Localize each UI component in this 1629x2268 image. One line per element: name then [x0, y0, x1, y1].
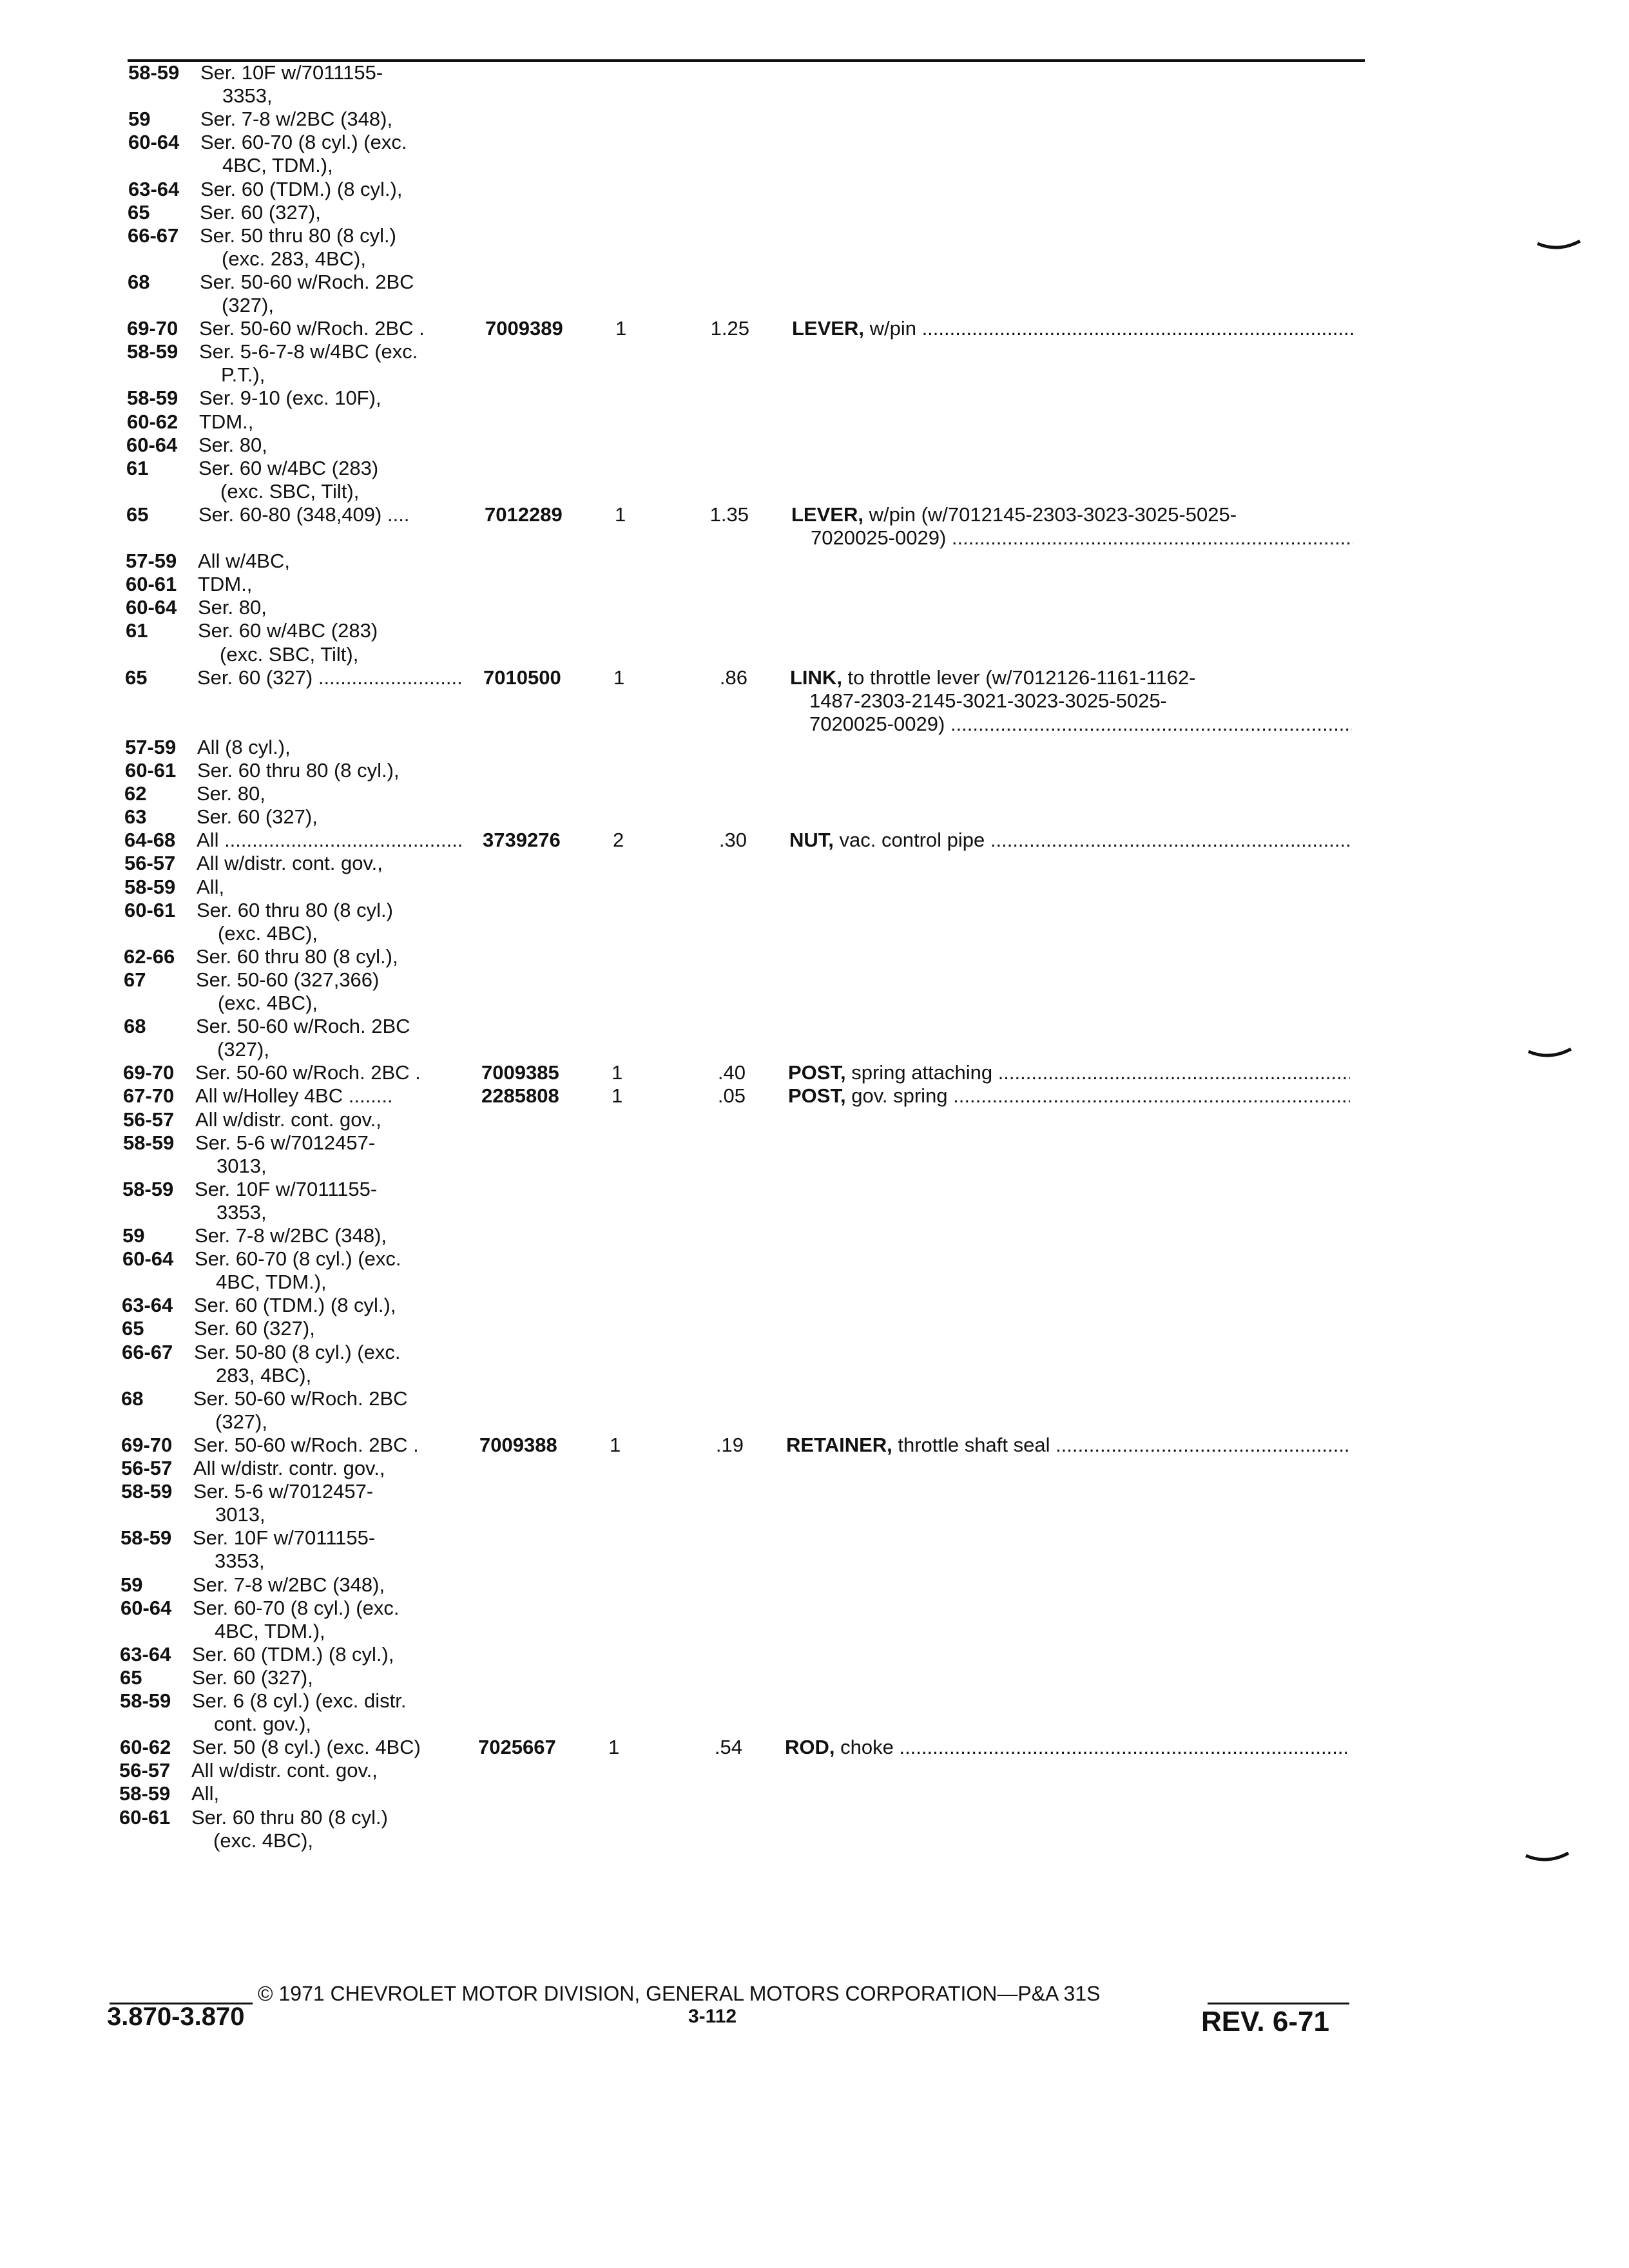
model-years: 64-68: [124, 829, 176, 851]
model-years: 58-59: [120, 1526, 172, 1549]
application-text: Ser. 60 (327) .....: [197, 667, 464, 689]
application-text: Ser. 60 thru 80 (8 cyl.),: [196, 946, 398, 968]
model-years: 60-61: [119, 1806, 171, 1829]
application-text: Ser. 50-80 (8 cyl.) (exc.: [194, 1341, 401, 1363]
application-row: [0, 923, 1629, 945]
application-row: [0, 1481, 1629, 1503]
model-years: 58-59: [120, 1689, 171, 1712]
application-row: [0, 620, 1629, 642]
application-row: [0, 1550, 1629, 1572]
application-row: [0, 434, 1629, 456]
application-row: [0, 1760, 1629, 1782]
model-years: 63-64: [128, 178, 180, 200]
application-text: Ser. 60 thru 80 (8 cyl.): [191, 1807, 388, 1829]
model-years: 58-59: [122, 1178, 174, 1200]
application-text: Ser. 50-60 w/Roch. 2BC: [196, 1015, 410, 1037]
application-row: [0, 760, 1629, 782]
application-row: [0, 1830, 1629, 1852]
application-row: [0, 1597, 1629, 1619]
application-row: [0, 1667, 1629, 1689]
model-years: 68: [121, 1387, 144, 1410]
scan-mark-bottom: [1525, 1852, 1570, 1865]
application-text: (exc. SBC, Tilt),: [220, 644, 359, 666]
application-row: [0, 969, 1629, 991]
application-row: [0, 1225, 1629, 1247]
application-text: 283, 4BC),: [216, 1365, 312, 1387]
application-row: [0, 248, 1629, 270]
part-name-detail: 7020025-0029): [811, 527, 947, 549]
model-years: 59: [122, 1224, 145, 1247]
application-row: [0, 62, 1629, 84]
part-name: [792, 318, 1354, 340]
part-number: 7009388: [479, 1434, 557, 1456]
model-years: 68: [128, 271, 150, 293]
application-row: [0, 876, 1629, 898]
application-row: [0, 1015, 1629, 1037]
application-row: [0, 225, 1629, 247]
application-row: [0, 1713, 1629, 1735]
application-row: [0, 852, 1629, 874]
model-years: 60-64: [128, 131, 180, 153]
part-name: [788, 1085, 1350, 1107]
application-row: [0, 1039, 1629, 1061]
model-years: 60-64: [126, 434, 178, 456]
part-name: [788, 1062, 1350, 1084]
part-number: 3739276: [483, 829, 561, 851]
application-row: [0, 1248, 1629, 1270]
part-number: 7012289: [485, 503, 563, 526]
application-row: [0, 108, 1629, 130]
part-number: 7025667: [478, 1736, 556, 1758]
application-row: [0, 992, 1629, 1014]
part-name-detail: gov. spring: [845, 1085, 948, 1107]
application-text: All w/distr. cont. gov.,: [197, 852, 383, 874]
price: .05: [717, 1084, 746, 1107]
parts-row: [0, 667, 1629, 689]
application-row: [0, 1202, 1629, 1224]
application-row: [0, 341, 1629, 363]
application-text: All w/distr. contr. gov.,: [193, 1457, 385, 1479]
application-row: [0, 690, 1629, 712]
application-row: [0, 713, 1629, 735]
application-text: Ser. 50-60 w/Roch. 2BC .: [195, 1062, 421, 1084]
quantity: 1: [612, 1061, 623, 1084]
part-number: 7009389: [485, 317, 563, 340]
application-row: [0, 1341, 1629, 1363]
parts-row: [0, 1434, 1629, 1456]
model-years: 65: [125, 666, 148, 689]
model-years: 56-57: [124, 852, 176, 874]
part-name-detail: w/pin (w/7012145-2303-3023-3025-5025-: [863, 504, 1237, 526]
price: 1.25: [710, 317, 749, 340]
model-years: 63-64: [120, 1643, 171, 1666]
application-text: 3353,: [217, 1202, 267, 1224]
part-name-keyword: LEVER,: [791, 504, 863, 526]
application-text: Ser. 60-80 (348,409) ....: [198, 504, 410, 526]
parts-row: [0, 829, 1629, 851]
application-text: Ser. 5-6 w/7012457-: [195, 1132, 376, 1154]
part-name-keyword: POST,: [788, 1085, 846, 1107]
application-row: [0, 1783, 1629, 1805]
price: .19: [715, 1434, 744, 1456]
model-years: 68: [124, 1015, 146, 1037]
application-text: All,: [197, 876, 225, 898]
model-years: 61: [126, 457, 149, 479]
application-text: All w/distr. cont. gov.,: [191, 1760, 378, 1782]
model-years: 60-64: [120, 1597, 172, 1619]
application-text: Ser. 50 thru 80 (8 cyl.): [200, 225, 396, 247]
application-text: Ser. 50 (8 cyl.) (exc. 4BC): [192, 1736, 421, 1758]
model-years: 58-59: [124, 876, 176, 898]
application-text: Ser. 50-60 (327,366): [196, 969, 380, 991]
model-years: 66-67: [128, 224, 179, 247]
parts-row: [0, 1062, 1629, 1084]
parts-row: [0, 1736, 1629, 1758]
footer-revision: REV. 6-71: [1201, 2006, 1329, 2037]
part-name-keyword: POST,: [788, 1062, 846, 1084]
application-text: Ser. 50-60 w/Roch. 2BC: [200, 271, 414, 293]
scan-mark-middle: [1527, 1048, 1572, 1061]
application-text: All,: [191, 1783, 220, 1805]
application-row: [0, 1504, 1629, 1526]
application-text: Ser. 60 thru 80 (8 cyl.),: [197, 760, 400, 782]
application-text: Ser. 9-10 (exc. 10F),: [199, 387, 381, 409]
price: .30: [718, 829, 747, 851]
application-text: All w/4BC,: [198, 550, 290, 572]
application-text: Ser. 60 thru 80 (8 cyl.): [197, 899, 393, 921]
footer-rule-right: [1208, 2003, 1349, 2004]
model-years: 56-57: [119, 1759, 171, 1782]
model-years: 63-64: [122, 1294, 173, 1316]
application-text: (exc. 283, 4BC),: [222, 248, 366, 270]
application-text: All w/Holley 4BC ........: [195, 1085, 393, 1107]
part-number: 2285808: [481, 1084, 559, 1107]
application-row: [0, 736, 1629, 758]
application-text: (327),: [217, 1039, 269, 1061]
part-name: [790, 667, 1196, 689]
application-text: P.T.),: [221, 364, 265, 386]
model-years: 67-70: [123, 1084, 175, 1107]
application-text: Ser. 10F w/7011155-: [193, 1527, 376, 1549]
application-row: [0, 1457, 1629, 1479]
part-name: [811, 527, 1353, 549]
part-name: [786, 1434, 1348, 1456]
application-row: [0, 644, 1629, 666]
application-text: Ser. 60 (327),: [192, 1667, 313, 1689]
model-years: 58-59: [123, 1131, 175, 1154]
part-name-detail: vac. control pipe: [833, 829, 985, 851]
application-row: [0, 1318, 1629, 1340]
model-years: 60-64: [126, 596, 177, 619]
model-years: 62-66: [124, 945, 175, 968]
application-row: [0, 1620, 1629, 1642]
part-name-detail: throttle shaft seal: [892, 1434, 1050, 1456]
application-row: [0, 1132, 1629, 1154]
application-text: Ser. 60 w/4BC (283): [198, 457, 379, 479]
part-name: [791, 504, 1237, 526]
application-text: Ser. 50-60 w/Roch. 2BC .: [199, 318, 425, 340]
application-row: [0, 1574, 1629, 1596]
part-name-keyword: LEVER,: [792, 318, 864, 340]
part-name: [789, 829, 1351, 851]
application-text: Ser. 60 (327),: [200, 202, 321, 224]
application-row: [0, 411, 1629, 433]
application-text: Ser. 10F w/7011155-: [195, 1178, 378, 1200]
application-row: [0, 202, 1629, 224]
model-years: 58-59: [127, 340, 178, 363]
model-years: 60-62: [127, 410, 178, 433]
application-text: All (8 cyl.),: [197, 736, 291, 758]
application-text: Ser. 60-70 (8 cyl.) (exc.: [200, 131, 407, 153]
application-text: 4BC, TDM.),: [216, 1271, 327, 1293]
application-text: (327),: [215, 1411, 267, 1433]
application-text: Ser. 60 (TDM.) (8 cyl.),: [194, 1294, 396, 1316]
application-row: [0, 1644, 1629, 1666]
application-text: TDM.,: [198, 573, 253, 595]
scan-mark-top: [1536, 240, 1581, 253]
model-years: 58-59: [121, 1480, 173, 1503]
application-text: Ser. 60 (327),: [194, 1318, 315, 1340]
application-row: [0, 1178, 1629, 1200]
application-row: [0, 1294, 1629, 1316]
application-row: [0, 387, 1629, 409]
application-text: Ser. 10F w/7011155-: [200, 62, 383, 84]
application-text: (exc. 4BC),: [218, 923, 318, 945]
model-years: 60-61: [126, 573, 177, 595]
model-years: 56-57: [123, 1108, 175, 1131]
application-text: All w/distr. cont. gov.,: [195, 1109, 381, 1131]
price: .54: [714, 1736, 742, 1758]
application-text: Ser. 7-8 w/2BC (348),: [193, 1574, 385, 1596]
model-years: 69-70: [121, 1434, 173, 1456]
part-name: [809, 713, 1352, 735]
part-name-keyword: NUT,: [789, 829, 834, 851]
model-years: 60-61: [125, 759, 177, 782]
application-text: (exc. 4BC),: [218, 992, 318, 1014]
part-name-detail: w/pin: [863, 318, 916, 340]
application-row: [0, 573, 1629, 595]
model-years: 63: [124, 805, 147, 828]
application-row: [0, 178, 1629, 200]
quantity: 1: [615, 317, 627, 340]
model-years: 65: [120, 1666, 142, 1689]
application-text: 3353,: [222, 85, 273, 107]
model-years: 58-59: [128, 61, 180, 84]
application-row: [0, 946, 1629, 968]
parts-row: [0, 504, 1629, 526]
model-years: 60-64: [122, 1247, 174, 1270]
model-years: 60-62: [120, 1736, 171, 1758]
application-text: 4BC, TDM.),: [215, 1620, 325, 1642]
application-row: [0, 1411, 1629, 1433]
part-name-detail: to throttle lever (w/7012126-1161-1162-: [842, 667, 1196, 689]
application-text: Ser. 60 (327),: [197, 806, 318, 828]
application-text: Ser. 60 (TDM.) (8 cyl.),: [200, 178, 403, 200]
application-text: All .....: [197, 829, 463, 851]
application-row: [0, 1690, 1629, 1712]
part-name-keyword: RETAINER,: [786, 1434, 892, 1456]
model-years: 65: [122, 1317, 144, 1340]
parts-row: [0, 318, 1629, 340]
application-text: Ser. 60-70 (8 cyl.) (exc.: [195, 1248, 401, 1270]
quantity: 1: [612, 1084, 623, 1107]
application-row: [0, 1271, 1629, 1293]
footer-section-code: 3.870-3.870: [107, 2003, 245, 2031]
model-years: 61: [126, 619, 148, 642]
application-row: [0, 550, 1629, 572]
application-row: [0, 1109, 1629, 1131]
part-number: 7009385: [481, 1061, 559, 1084]
application-text: Ser. 5-6 w/7012457-: [193, 1481, 374, 1503]
footer-copyright: © 1971 CHEVROLET MOTOR DIVISION, GENERAL MOTORS CORPORATION—P&A 31S: [258, 1982, 1101, 2005]
application-row: [0, 271, 1629, 293]
quantity: 1: [615, 503, 626, 526]
application-text: Ser. 80,: [198, 434, 267, 456]
application-row: [0, 481, 1629, 503]
model-years: 56-57: [121, 1457, 173, 1479]
part-name: [809, 690, 1167, 712]
model-years: 59: [120, 1573, 143, 1596]
model-years: 69-70: [123, 1061, 175, 1084]
model-years: 65: [128, 201, 150, 224]
price: 1.35: [709, 503, 749, 526]
application-row: [0, 155, 1629, 177]
quantity: 1: [610, 1434, 621, 1456]
quantity: 1: [613, 666, 625, 689]
application-text: TDM.,: [199, 411, 254, 433]
model-years: 57-59: [126, 550, 177, 572]
application-text: Ser. 7-8 w/2BC (348),: [200, 108, 393, 130]
application-row: [0, 1365, 1629, 1387]
quantity: 2: [613, 829, 624, 851]
application-text: 3013,: [215, 1504, 265, 1526]
application-text: Ser. 80,: [198, 597, 267, 619]
application-row: [0, 1527, 1629, 1549]
application-row: [0, 527, 1629, 549]
price: .40: [717, 1061, 746, 1084]
model-years: 69-70: [127, 317, 178, 340]
application-row: [0, 85, 1629, 107]
quantity: 1: [608, 1736, 620, 1758]
part-name: [785, 1736, 1347, 1758]
application-text: cont. gov.),: [214, 1713, 312, 1735]
application-text: Ser. 50-60 w/Roch. 2BC .: [193, 1434, 419, 1456]
model-years: 58-59: [127, 387, 178, 409]
application-text: Ser. 60 w/4BC (283): [198, 620, 378, 642]
application-text: Ser. 6 (8 cyl.) (exc. distr.: [192, 1690, 407, 1712]
application-text: (exc. 4BC),: [213, 1830, 314, 1852]
application-row: [0, 806, 1629, 828]
footer-page-number: 3-112: [688, 2006, 737, 2027]
model-years: 62: [124, 782, 147, 805]
application-text: (exc. SBC, Tilt),: [220, 481, 360, 503]
model-years: 60-61: [124, 899, 176, 921]
model-years: 66-67: [122, 1341, 173, 1363]
application-text: Ser. 5-6-7-8 w/4BC (exc.: [199, 341, 418, 363]
part-name-detail: spring attaching: [845, 1062, 993, 1084]
part-name-keyword: LINK,: [790, 667, 842, 689]
model-years: 67: [124, 968, 146, 991]
application-text: Ser. 60-70 (8 cyl.) (exc.: [193, 1597, 400, 1619]
part-name-detail: 1487-2303-2145-3021-3023-3025-5025-: [809, 690, 1168, 712]
application-text: 3353,: [215, 1550, 265, 1572]
application-row: [0, 294, 1629, 316]
application-text: Ser. 80,: [197, 783, 265, 805]
application-text: Ser. 60 (TDM.) (8 cyl.),: [192, 1644, 394, 1666]
application-text: Ser. 7-8 w/2BC (348),: [195, 1225, 387, 1247]
application-row: [0, 899, 1629, 921]
part-name-detail: choke: [834, 1736, 894, 1758]
part-number: 7010500: [483, 666, 561, 689]
part-name-keyword: ROD,: [785, 1736, 835, 1758]
model-years: 57-59: [125, 736, 177, 758]
application-row: [0, 597, 1629, 619]
application-text: Ser. 50-60 w/Roch. 2BC: [193, 1388, 408, 1410]
application-text: 3013,: [217, 1155, 267, 1177]
application-row: [0, 457, 1629, 479]
model-years: 59: [128, 108, 151, 130]
application-row: [0, 1155, 1629, 1177]
application-row: [0, 783, 1629, 805]
application-row: [0, 364, 1629, 386]
price: .86: [719, 666, 747, 689]
part-name-detail: 7020025-0029): [809, 713, 945, 735]
model-years: 65: [126, 503, 149, 526]
application-text: 4BC, TDM.),: [222, 155, 333, 177]
application-text: (327),: [222, 294, 274, 316]
application-row: [0, 131, 1629, 153]
application-row: [0, 1807, 1629, 1829]
model-years: 58-59: [119, 1782, 171, 1805]
parts-row: [0, 1085, 1629, 1107]
application-row: [0, 1388, 1629, 1410]
